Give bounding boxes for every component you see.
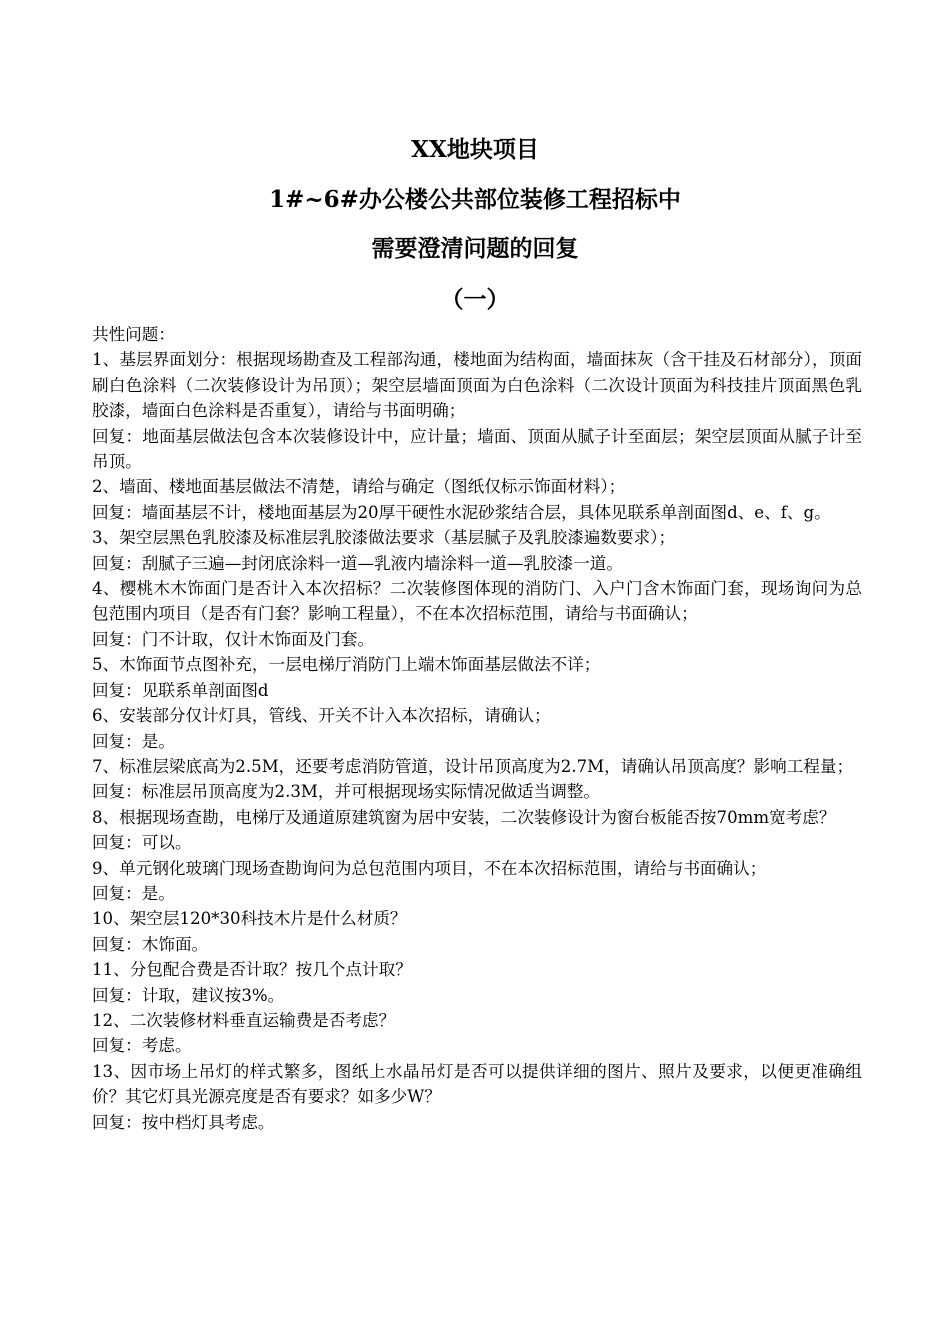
answer-12: 回复：考虑。 — [92, 1036, 192, 1056]
answer-2: 回复：墙面基层不计，楼地面基层为20厚干硬性水泥砂浆结合层，具体见联系单剖面图d、e、f、g。 — [92, 502, 831, 522]
question-13: 13、因市场上吊灯的样式繁多，图纸上水晶吊灯是否可以提供详细的图片、照片及要求，以便更准确组价？其它灯具光源亮度是否有要求？如多少W？ — [92, 1061, 862, 1107]
document-body — [92, 322, 862, 1135]
answer-1: 回复：地面基层做法包含本次装修设计中，应计量；墙面、顶面从腻子计至面层；架空层顶面从腻子计至吊顶。 — [92, 426, 862, 472]
question-11: 11、分包配合费是否计取？按几个点计取？ — [92, 960, 412, 980]
question-2: 2、墙面、楼地面基层做法不清楚，请给与确定（图纸仅标示饰面材料）； — [92, 477, 626, 497]
question-3: 3、架空层黑色乳胶漆及标准层乳胶漆做法要求（基层腻子及乳胶漆遍数要求）； — [92, 528, 676, 548]
title-project-scope: 1#~6#办公楼公共部位装修工程招标中 — [269, 186, 681, 213]
question-5: 5、木饰面节点图补充，一层电梯厅消防门上端木饰面基层做法不详； — [92, 655, 601, 675]
question-6: 6、安装部分仅计灯具，管线、开关不计入本次招标，请确认； — [92, 706, 551, 726]
answer-13: 回复：按中档灯具考虑。 — [92, 1112, 275, 1132]
question-9: 9、单元钢化玻璃门现场查勘询问为总包范围内项目，不在本次招标范围，请给与书面确认； — [92, 858, 767, 878]
answer-6: 回复：是。 — [92, 731, 175, 751]
title-clarification: 需要澄清问题的回复 — [371, 235, 579, 262]
answer-10: 回复：木饰面。 — [92, 934, 209, 954]
question-7: 7、标准层梁底高为2.5M，还要考虑消防管道，设计吊顶高度为2.7M，请确认吊顶高度？影响工程量； — [92, 756, 854, 776]
question-8: 8、根据现场查勘，电梯厅及通道原建筑窗为居中安装，二次装修设计为窗台板能否按70mm宽考虑？ — [92, 807, 836, 827]
question-4: 4、樱桃木木饰面门是否计入本次招标？二次装修图体现的消防门、入户门含木饰面门套，现场询问为总包范围内项目（是否有门套？影响工程量），不在本次招标范围，请给与书面确认； — [92, 579, 862, 624]
answer-8: 回复：可以。 — [92, 833, 192, 853]
answer-9: 回复：是。 — [92, 883, 175, 903]
answer-11: 回复：计取，建议按3%。 — [92, 985, 285, 1005]
title-project: XX地块项目 — [411, 136, 539, 163]
answer-7: 回复：标准层吊顶高度为2.3M，并可根据现场实际情况做适当调整。 — [92, 782, 601, 802]
answer-4: 回复：门不计取，仅计木饰面及门套。 — [92, 629, 375, 649]
title-part-number: （一） — [440, 286, 510, 313]
section-heading: 共性问题： — [92, 325, 175, 344]
answer-3: 回复：刮腻子三遍—封闭底涂料一道—乳液内墙涂料一道—乳胶漆一道。 — [92, 553, 623, 573]
answer-5: 回复：见联系单剖面图d — [92, 680, 269, 700]
question-12: 12、二次装修材料垂直运输费是否考虑？ — [92, 1010, 396, 1030]
question-10: 10、架空层120*30科技木片是什么材质？ — [92, 909, 407, 929]
question-1: 1、基层界面划分：根据现场勘查及工程部沟通，楼地面为结构面，墙面抹灰（含干挂及石材部分），顶面刷白色涂料（二次装修设计为吊顶）；架空层墙面顶面为白色涂料（二次设计顶面为科技挂片顶面黑色乳胶漆，墙面白色涂料是否重复），请给与书面明确； — [92, 350, 862, 421]
